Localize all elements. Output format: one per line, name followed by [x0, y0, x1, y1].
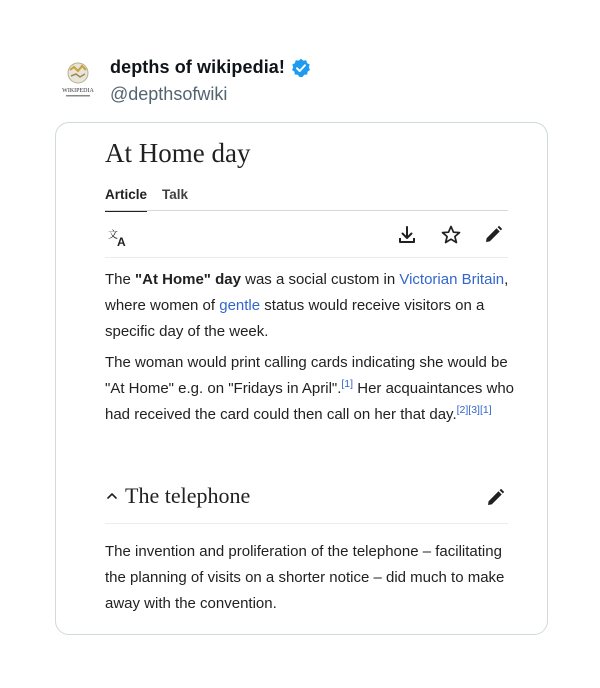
star-icon[interactable]: [441, 225, 461, 245]
display-name[interactable]: [110, 57, 311, 78]
tab-article[interactable]: Article: [105, 187, 147, 212]
text-run: status would receive visitors on a specific day of the week.: [105, 297, 485, 340]
chevron-up-icon[interactable]: [105, 489, 119, 503]
svg-text:WIKIPEDIA: WIKIPEDIA: [62, 88, 94, 94]
article-tabs: [105, 187, 188, 212]
reference-link[interactable]: [2][3][1]: [456, 404, 492, 416]
page-title: At Home day: [105, 138, 251, 168]
verified-badge-icon: [291, 58, 311, 78]
link-gentle[interactable]: gentle: [219, 297, 261, 314]
download-icon[interactable]: [397, 225, 417, 245]
tabs-divider: [105, 210, 508, 211]
handle[interactable]: @depthsofwiki: [110, 84, 228, 104]
text-run: was a social custom in: [240, 271, 400, 288]
text-run: The: [105, 271, 136, 288]
section-heading[interactable]: [105, 483, 250, 509]
paragraph-telephone: The invention and proliferation of the telephone – facilitating the planning of visits on a shorter notice – did much to make away with the convention.: [105, 543, 505, 612]
paragraph-calling-cards: [105, 350, 515, 428]
reference-link[interactable]: [1]: [341, 378, 354, 390]
tab-talk[interactable]: Talk: [162, 187, 189, 202]
translate-icon[interactable]: [108, 228, 128, 248]
pencil-icon[interactable]: [485, 488, 505, 508]
paragraph-intro: [105, 267, 515, 345]
text-run: , where women of: [105, 271, 509, 314]
section-title: The telephone: [125, 483, 251, 508]
link-victorian-britain[interactable]: Victorian Britain: [399, 271, 505, 288]
display-name-text: depths of wikipedia!: [110, 57, 286, 77]
section-divider: [105, 523, 508, 524]
pencil-icon[interactable]: [483, 225, 503, 245]
text-run: The woman would print calling cards indicating she would be "At Home" e.g. on "Fridays in April".: [105, 354, 508, 397]
toolbar-divider: [105, 257, 508, 258]
svg-text:文: 文: [108, 230, 118, 241]
text-run: Her acquaintances who had received the card could then call on her that day.: [105, 380, 515, 423]
svg-text:A: A: [117, 235, 126, 248]
bold-term: "At Home" day: [135, 271, 241, 288]
avatar[interactable]: [56, 58, 100, 102]
